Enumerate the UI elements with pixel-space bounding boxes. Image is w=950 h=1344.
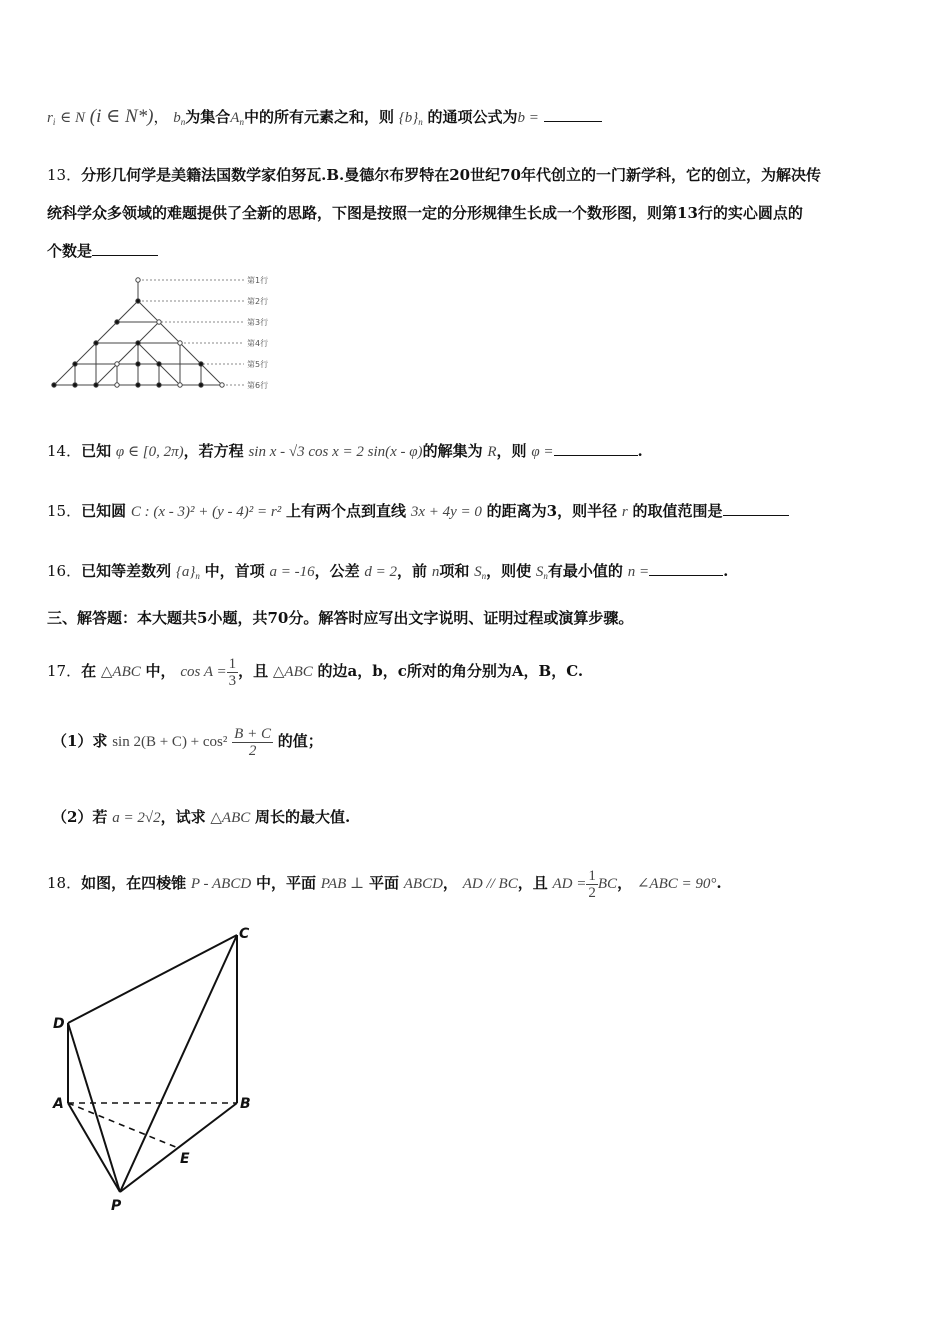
q17-p2-label: （2）若 — [52, 808, 108, 826]
q18-math6: ∠ABC = 90° — [636, 876, 717, 892]
q16-math5: S — [474, 564, 482, 580]
q18-end: . — [716, 874, 722, 892]
q14-number: 14． — [47, 442, 82, 460]
q12-tail-line: $r_i$ ∈ N (i ∈ N*)， $b_n$为集合$A_n$中的所有元素之和，则 $\{b\}_n$ 的通项公式为b = — [47, 106, 602, 133]
q17-p2-text: ，试求 — [160, 808, 206, 826]
q14-answer-blank — [554, 441, 638, 456]
q17-text3: ，且 — [238, 662, 269, 680]
fig-row-label-4: 第4行 — [247, 339, 269, 348]
q16-end: . — [723, 562, 729, 580]
q18-math5: AD = — [552, 876, 587, 892]
q14-text1: 已知 — [81, 442, 112, 460]
q18-text6: ， — [617, 874, 633, 892]
fig-label-E: E — [180, 1151, 190, 1167]
q13-line2 — [47, 202, 803, 224]
q12-beq: b = — [517, 110, 539, 126]
q15-math2: 3x + 4y = 0 — [410, 504, 482, 520]
q13-line3 — [47, 240, 158, 262]
q16-line: 16．已知等差数列 $\{a\}_n$ 中，首项 a = -16，公差 d = 2，前 n项和 $S_n$，则使 $S_n$有最小值的 n = . — [47, 562, 729, 581]
q17-text2: 中， — [145, 662, 176, 680]
q15-text1: 已知圆 — [81, 502, 127, 520]
fig-row-label-1: 第1行 — [247, 276, 269, 285]
q17-p1-label: （1）求 — [52, 732, 108, 750]
fig-label-B: B — [240, 1096, 251, 1112]
q14-text3: 的解集为 — [422, 442, 483, 460]
q16-number: 16． — [47, 562, 82, 580]
q17-part2 — [52, 806, 350, 829]
q12-text2: 中的所有元素之和，则 — [243, 108, 394, 126]
q15-math3: r — [621, 504, 628, 520]
q18-line — [47, 862, 722, 904]
q17-tri1: △ABC — [100, 664, 141, 680]
q16-text4: ，前 — [397, 562, 428, 580]
q14-text4: ，则 — [496, 442, 527, 460]
q18-math1: P - ABCD — [190, 876, 252, 892]
q15-answer-blank — [723, 501, 789, 516]
q16-text2: 中，首项 — [204, 562, 265, 580]
q17-line — [47, 650, 583, 692]
q13-number: 13． — [47, 166, 82, 184]
q18-pyramid-figure — [40, 920, 280, 1220]
q17-text1: 在 — [81, 662, 97, 680]
q16-math7: n = — [627, 564, 650, 580]
q18-math2: PAB ⊥ — [320, 876, 365, 892]
q12-bn: b — [173, 110, 181, 126]
q17-number: 17． — [47, 662, 82, 680]
q14-line — [47, 440, 643, 463]
fig-row-label-5: 第5行 — [247, 360, 269, 369]
q14-end: . — [637, 442, 643, 460]
section3-heading: 三、解答题：本大题共5小题，共70分。解答时应写出文字说明、证明过程或演算步骤。 — [47, 609, 634, 627]
q12-comma: ， — [153, 108, 169, 126]
q13-line1 — [47, 164, 821, 186]
q17-p2-tri: △ABC — [210, 810, 251, 826]
fig-row-label-2: 第2行 — [247, 297, 269, 306]
q17-p2-end: 周长的最大值. — [255, 808, 351, 826]
q17-part1 — [52, 718, 323, 764]
q16-text7: 有最小值的 — [547, 562, 623, 580]
q16-text1: 已知等差数列 — [81, 562, 172, 580]
q16-math3: d = 2 — [364, 564, 398, 580]
q18-text5: ，且 — [517, 874, 548, 892]
q12-answer-blank — [544, 107, 602, 122]
q16-text3: ，公差 — [314, 562, 360, 580]
q15-text3: 的距离为3，则半径 — [486, 502, 618, 520]
q16-math2: a = -16 — [269, 564, 315, 580]
q17-cosA: cos A = — [180, 664, 227, 680]
q16-answer-blank — [649, 561, 723, 576]
q12-math-paren: (i ∈ N*) — [89, 106, 154, 127]
q16-math6: S — [535, 564, 544, 580]
q18-math3: ABCD — [403, 876, 443, 892]
q14-math4: φ = — [531, 444, 554, 460]
q12-math-in: ∈ N — [60, 110, 85, 126]
q15-text2: 上有两个点到直线 — [286, 502, 407, 520]
q18-math5b: BC — [597, 876, 618, 892]
q16-text5: 项和 — [439, 562, 470, 580]
fig-label-P: P — [111, 1198, 122, 1214]
q18-frac: $\frac{1}{2}$ — [588, 867, 596, 901]
q12-text3: 的通项公式为 — [427, 108, 518, 126]
fig-label-A: A — [53, 1096, 64, 1112]
q12-seq: {b} — [398, 110, 419, 126]
q12-text1: 为集合 — [185, 108, 231, 126]
q18-math4: AD // BC — [462, 876, 518, 892]
q16-math1: {a} — [175, 564, 196, 580]
fig-row-label-3: 第3行 — [247, 318, 269, 327]
q13-fractal-figure — [44, 270, 284, 395]
q14-math1: φ ∈ [0, 2π) — [115, 444, 184, 460]
q14-math2: sin x - √3 cos x = 2 sin(x - φ) — [248, 444, 423, 460]
q18-number: 18． — [47, 874, 82, 892]
q16-math4: n — [431, 564, 440, 580]
q17-p2-math: a = 2√2 — [112, 810, 161, 826]
q15-math1: C : (x - 3)² + (y - 4)² = r² — [130, 504, 282, 520]
q14-text2: ，若方程 — [183, 442, 244, 460]
q12-An: A — [230, 110, 240, 126]
fig-label-D: D — [53, 1016, 65, 1032]
q13-text-line2: 统科学众多领域的难题提供了全新的思路，下图是按照一定的分形规律生长成一个数形图，则第13行的实心圆点的 — [47, 204, 803, 222]
q13-text-line1: 分形几何学是美籍法国数学家伯努瓦.B.曼德尔布罗特在20世纪70年代创立的一门新学科，它的创立，为解决传 — [81, 166, 821, 184]
q17-p1-math: sin 2(B + C) + cos² — [112, 734, 228, 750]
q17-frac: $\frac{1}{3}$ — [228, 655, 237, 689]
q13-answer-blank — [92, 241, 158, 256]
q17-p1-frac: $\frac{B + C}{2}$ — [234, 725, 271, 759]
q15-text4: 的取值范围是 — [632, 502, 723, 520]
q12-math-r: r — [47, 110, 53, 126]
fig-row-label-6: 第6行 — [247, 381, 269, 390]
q15-line — [47, 500, 789, 523]
q18-text2: 中，平面 — [255, 874, 316, 892]
q17-text4: 的边a，b，c所对的角分别为A，B，C. — [317, 662, 584, 680]
q17-p1-end: 的值； — [277, 732, 323, 750]
q17-tri2: △ABC — [272, 664, 313, 680]
q15-number: 15． — [47, 502, 82, 520]
q13-text-line3: 个数是 — [47, 242, 93, 260]
q16-text6: ，则使 — [486, 562, 532, 580]
q18-text4: ， — [442, 874, 458, 892]
q18-text1: 如图，在四棱锥 — [81, 874, 187, 892]
fig-label-C: C — [239, 926, 250, 942]
q18-text3: 平面 — [368, 874, 399, 892]
q14-math3: R — [487, 444, 497, 460]
